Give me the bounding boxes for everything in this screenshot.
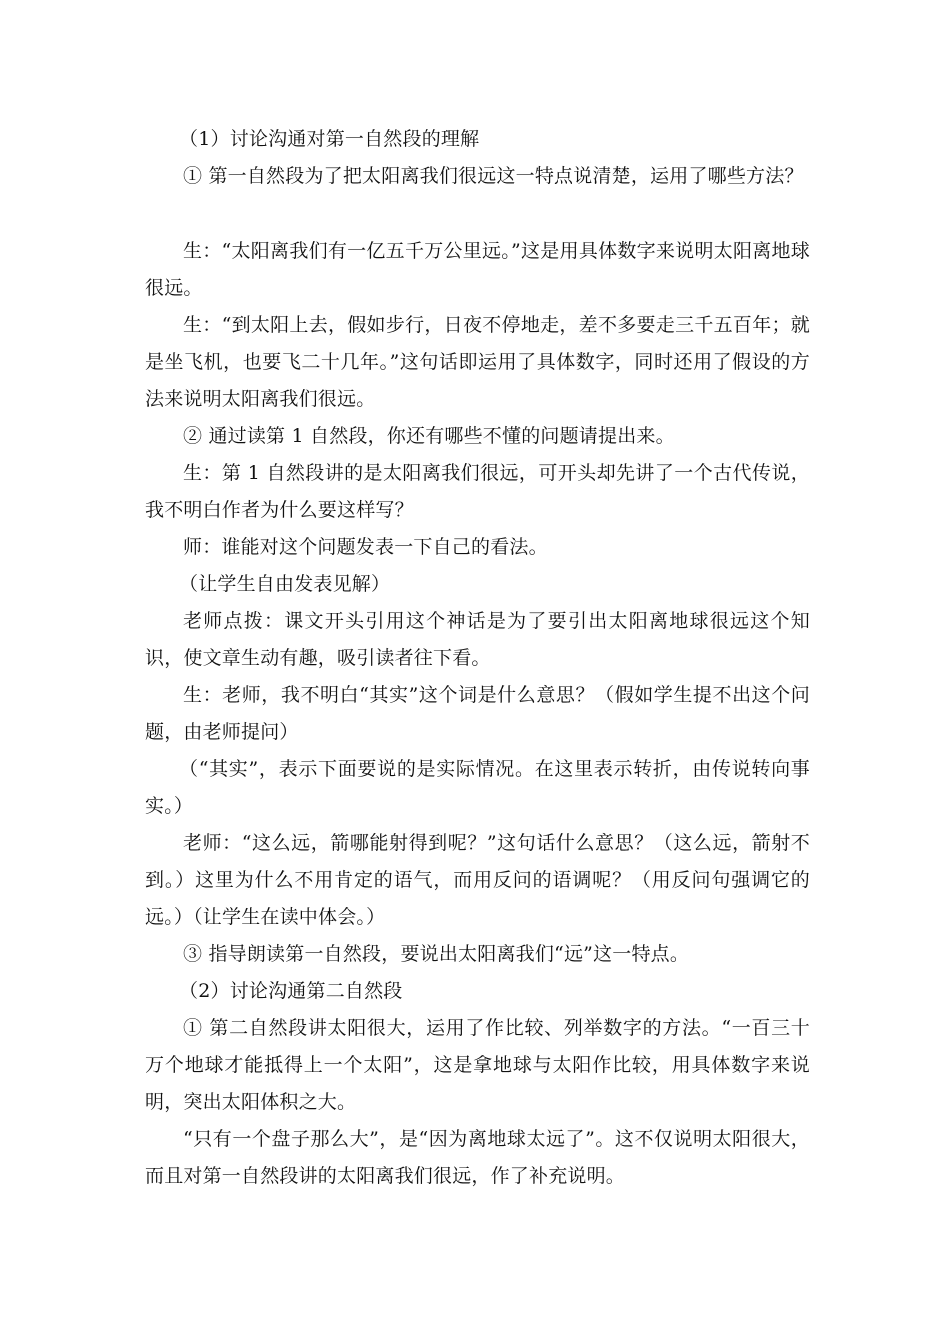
teacher-prompt: 师：谁能对这个问题发表一下自己的看法。 [183,536,548,558]
teacher-guidance: 老师点拨：课文开头引用这个神话是为了要引出太阳离地球很远这个知识，使文章生动有趣，吸引读者往下看。 [145,610,810,669]
explanation-qishi: （“其实”，表示下面要说的是实际情况。在这里表示转折，由传说转向事实。） [145,758,810,817]
student-question-2: 生：老师，我不明白“其实”这个词是什么意思？（假如学生提不出这个问题，由老师提问） [145,684,810,743]
blank-line [145,195,810,233]
paragraph-2-analysis: ① 第二自然段讲太阳很大，运用了作比较、列举数字的方法。“一百三十万个地球才能抵得上一个太阳”，这是拿地球与太阳作比较，用具体数字来说明，突出太阳体积之大。 [145,1017,810,1113]
question-3: ③ 指导朗读第一自然段，要说出太阳离我们“远”这一特点。 [183,943,690,965]
teacher-question: 老师：“这么远，箭哪能射得到呢？”这句话什么意思？（这么远，箭射不到。）这里为什么不用肯定的语气，而用反问的语调呢？（用反问句强调它的远。）（让学生在读中体会。） [145,832,810,928]
section-heading-2: （2）讨论沟通第二自然段 [179,980,403,1002]
question-1: ① 第一自然段为了把太阳离我们很远这一特点说清楚，运用了哪些方法？ [183,165,804,187]
document-body [145,121,810,1195]
student-answer-1: 生：“太阳离我们有一亿五千万公里远。”这是用具体数字来说明太阳离地球很远。 [145,240,810,299]
question-2: ② 通过读第 1 自然段，你还有哪些不懂的问题请提出来。 [183,425,675,447]
stage-direction-1: （让学生自由发表见解） [179,573,391,595]
student-answer-2: 生：“到太阳上去，假如步行，日夜不停地走，差不多要走三千五百年；就是坐飞机，也要飞二十几年。”这句话即运用了具体数字，同时还用了假设的方法来说明太阳离我们很远。 [145,314,810,410]
section-heading-1: （1）讨论沟通对第一自然段的理解 [179,128,480,150]
paragraph-2-supplement: “只有一个盘子那么大”，是“因为离地球太远了”。这不仅说明太阳很大，而且对第一自然段讲的太阳离我们很远，作了补充说明。 [145,1128,810,1187]
student-question: 生：第 1 自然段讲的是太阳离我们很远，可开头却先讲了一个古代传说，我不明白作者为什么要这样写？ [145,462,810,521]
